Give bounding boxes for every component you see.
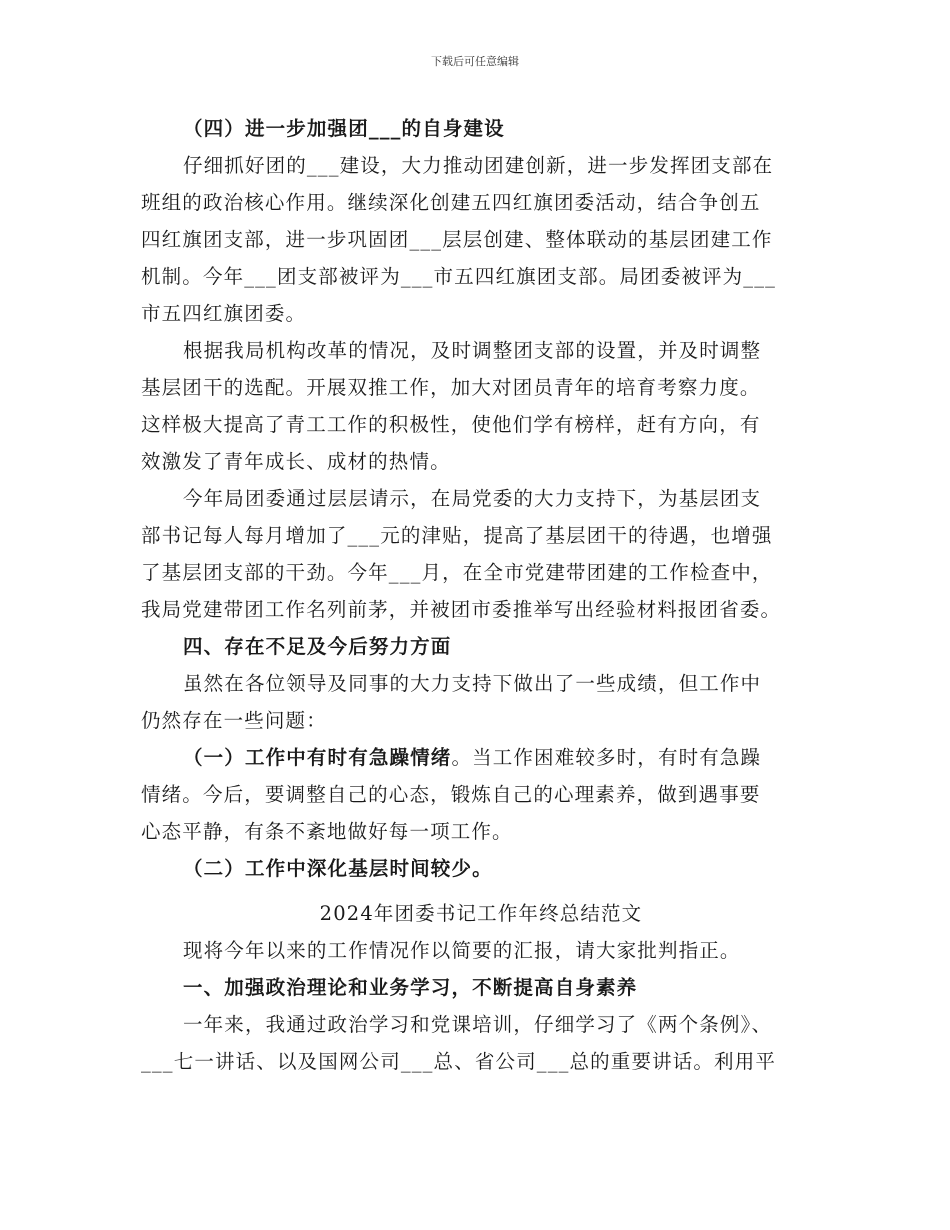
paragraph-line: 今年局团委通过层层请示，在局党委的大力支持下，为基层团支 [183, 487, 762, 510]
page-header: 下载后可任意编辑 [431, 55, 519, 68]
paragraph-line: 虽然在各位领导及同事的大力支持下做出了一些成绩，但工作中 [183, 672, 762, 695]
paragraph-line: 这样极大提高了青工工作的积极性，使他们学有榜样，赶有方向，有 [141, 413, 761, 436]
paragraph-line: 我局党建带团工作名列前茅，并被团市委推举写出经验材料报团省委。 [141, 598, 782, 621]
section-heading: 四、存在不足及今后努力方面 [183, 635, 452, 658]
paragraph-line: ___七一讲话、以及国网公司___总、省公司___总的重要讲话。利用平 [141, 1050, 777, 1073]
paragraph-line: 仔细抓好团的___建设，大力推动团建创新，进一步发挥团支部在 [183, 154, 774, 177]
section-title: 2024年团委书记工作年终总结范文 [319, 902, 643, 925]
paragraph-line: 情绪。今后，要调整自己的心态，锻炼自己的心理素养，做到遇事要 [141, 783, 761, 806]
paragraph-line: 四红旗团支部，进一步巩固团___层层创建、整体联动的基层团建工作 [141, 228, 773, 251]
section-heading: （二）工作中深化基层时间较少。 [183, 857, 493, 880]
paragraph-line: 基层团干的选配。开展双推工作，加大对团员青年的培育考察力度。 [141, 376, 761, 399]
paragraph-line: 根据我局机构改革的情况，及时调整团支部的设置，并及时调整 [183, 339, 762, 362]
paragraph-line: 仍然存在一些问题： [141, 709, 327, 732]
heading-lead: （一）工作中有时有急躁情绪 [183, 746, 452, 769]
section-heading [141, 739, 821, 776]
document-body [141, 110, 821, 1080]
paragraph-line: 机制。今年___团支部被评为___市五四红旗团支部。局团委被评为___ [141, 265, 777, 288]
paragraph-line: 一年来，我通过政治学习和党课培训，仔细学习了《两个条例》、 [183, 1013, 773, 1036]
paragraph-line: 班组的政治核心作用。继续深化创建五四红旗团委活动，结合争创五 [141, 191, 761, 214]
paragraph-line: 现将今年以来的工作情况作以简要的汇报，请大家批判指正。 [183, 939, 741, 962]
paragraph-line: 心态平静，有条不紊地做好每一项工作。 [141, 820, 513, 843]
paragraph-line: 市五四红旗团委。 [141, 302, 307, 325]
paragraph-line: 部书记每人每月增加了___元的津贴，提高了基层团干的待遇，也增强 [141, 524, 773, 547]
section-heading: 一、加强政治理论和业务学习，不断提高自身素养 [183, 976, 638, 999]
heading-rest: 。当工作困难较多时，有时有急躁 [451, 746, 762, 769]
section-heading: （四）进一步加强团___的自身建设 [183, 117, 505, 140]
paragraph-line: 了基层团支部的干劲。今年___月，在全市党建带团建的工作检查中， [141, 561, 773, 584]
paragraph-line: 效激发了青年成长、成材的热情。 [141, 450, 451, 473]
